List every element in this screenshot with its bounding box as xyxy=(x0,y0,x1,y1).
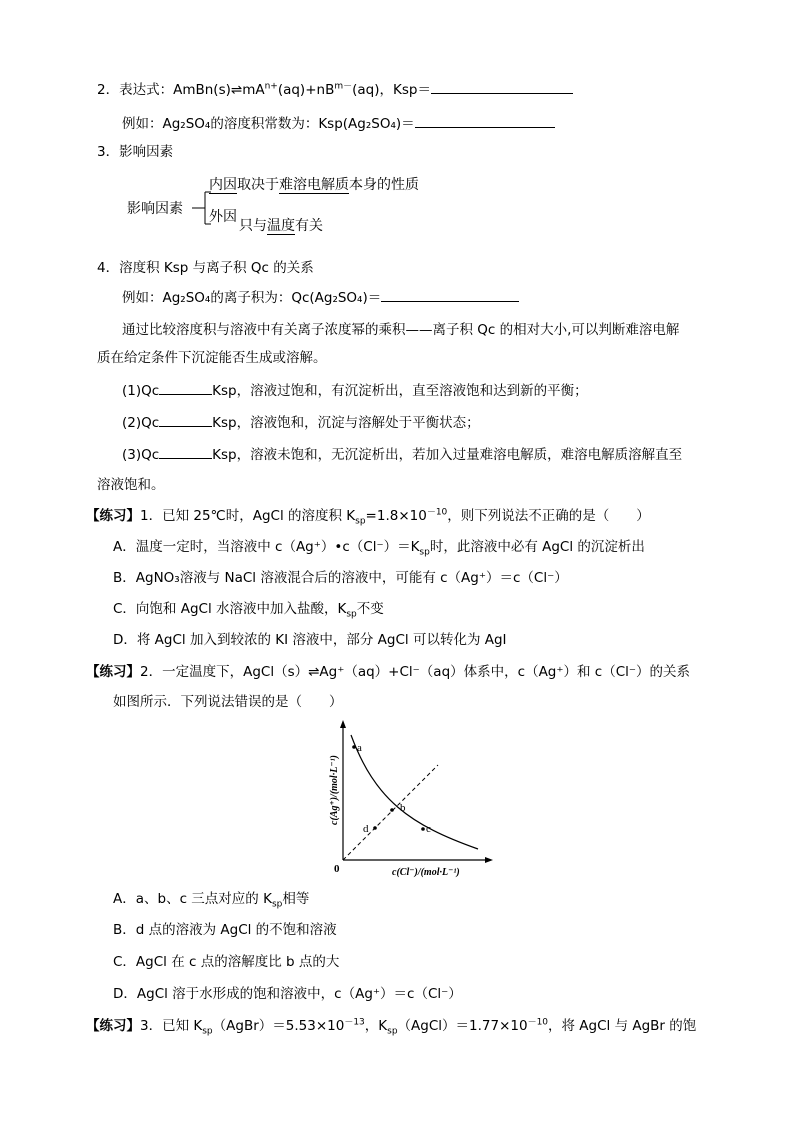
q1-tag: 【练习】 xyxy=(86,508,140,524)
saturation-curve xyxy=(351,735,478,849)
factor-external-desc xyxy=(239,216,323,236)
equilibrium-arrow-icon: ⇌ xyxy=(230,82,243,98)
case2-post: Ksp，溶液饱和，沉淀与溶解处于平衡状态； xyxy=(212,415,480,431)
q3-tail: ，将 AgCl 与 AgBr 的饱 xyxy=(548,1018,697,1034)
s2-formula-b: mA xyxy=(242,82,265,98)
factor-external-post: 有关 xyxy=(295,218,323,234)
q3-sub2: sp xyxy=(387,1026,398,1037)
q1-a-post: 时，此溶液中必有 AgCl 的沉淀析出 xyxy=(429,539,645,555)
q2-option-b[interactable]: B．d 点的溶液为 AgCl 的不饱和溶液 xyxy=(113,922,337,938)
point-a xyxy=(352,745,356,749)
y-axis-label: c(Ag⁺)/(mol·L⁻¹) xyxy=(329,755,340,825)
q1-stem-b: =1.8×10 xyxy=(365,508,427,524)
case2-pre: (2)Qc xyxy=(122,415,160,431)
q2-a-text: A．a、b、c 三点对应的 K xyxy=(113,891,272,907)
x-axis-arrow-icon xyxy=(485,857,493,863)
point-b xyxy=(390,808,394,812)
q2-tag: 【练习】 xyxy=(86,664,140,680)
case3-post: Ksp，溶液未饱和，无沉淀析出，若加入过量难溶电解质，难溶电解质溶解直至 xyxy=(212,447,683,463)
q3-sup1: －13 xyxy=(344,1017,365,1028)
label-d: d xyxy=(363,823,369,835)
q2-option-c[interactable]: C．AgCl 在 c 点的溶解度比 b 点的大 xyxy=(113,954,340,970)
label-b: b xyxy=(400,802,406,814)
s3-number: 3． xyxy=(97,144,120,160)
s2-formula-d: (aq)，Ksp＝ xyxy=(352,82,431,98)
solubility-graph xyxy=(320,715,500,885)
answer-blank[interactable] xyxy=(159,412,212,427)
case1-pre: (1)Qc xyxy=(122,383,160,399)
point-c xyxy=(421,827,425,831)
s4-heading xyxy=(97,258,314,278)
q3-tag: 【练习】 xyxy=(86,1018,140,1034)
s4-case3-cont: 溶液饱和。 xyxy=(97,477,165,493)
q1-stem-sup: －10 xyxy=(426,507,448,518)
s4-case2 xyxy=(122,412,480,433)
s2-formula-c: (aq)+nB xyxy=(277,82,335,98)
s4-number: 4． xyxy=(97,260,120,276)
q2-stem: 2．一定温度下，AgCl（s）⇌Ag⁺（aq）+Cl⁻（aq）体系中，c（Ag⁺）和 c（Cl⁻）的关系 xyxy=(140,664,691,680)
point-d xyxy=(373,826,377,830)
factor-internal-row xyxy=(209,175,419,195)
q2-a-post: 相等 xyxy=(282,891,310,907)
q1-a-sub: sp xyxy=(419,547,430,558)
q1-a-text: A．温度一定时，当溶液中 c（Ag⁺）•c（Cl⁻）＝K xyxy=(113,539,420,555)
s2-expression-line xyxy=(97,79,573,100)
origin-label: 0 xyxy=(334,863,340,875)
q2-option-d[interactable]: D．AgCl 溶于水形成的饱和溶液中，c（Ag⁺）＝c（Cl⁻） xyxy=(113,986,462,1002)
s4-para-line2: 质在给定条件下沉淀能否生成或溶解。 xyxy=(97,350,327,366)
q1-stem-c: ，则下列说法不正确的是（ ） xyxy=(447,508,650,524)
factor-external-key: 温度 xyxy=(267,218,295,234)
y-axis-arrow-icon xyxy=(340,720,346,728)
q1-option-d[interactable]: D．将 AgCl 加入到较浓的 KI 溶液中，部分 AgCl 可以转化为 AgI xyxy=(113,632,507,648)
s2-sup1: n+ xyxy=(264,81,278,92)
q1-stem-line xyxy=(86,506,650,526)
s2-sup2: m－ xyxy=(334,81,353,92)
q2-a-sub: sp xyxy=(271,899,283,910)
answer-blank[interactable] xyxy=(381,287,519,302)
q2-option-a[interactable] xyxy=(113,889,309,909)
case1-post: Ksp，溶液过饱和，有沉淀析出，直至溶液饱和达到新的平衡； xyxy=(212,383,588,399)
answer-blank[interactable] xyxy=(159,444,212,459)
s4-title: 溶度积 Ksp 与离子积 Qc 的关系 xyxy=(119,260,314,276)
q1-option-b[interactable]: B．AgNO₃溶液与 NaCl 溶液混合后的溶液中，可能有 c（Ag⁺）＝c（Cl⁻） xyxy=(113,570,568,586)
equality-line xyxy=(343,765,438,860)
factor-external-label: 外因 xyxy=(209,209,237,225)
q2-stem-line2: 如图所示．下列说法错误的是（ ） xyxy=(113,694,343,710)
x-axis-label: c(Cl⁻)/(mol·L⁻¹) xyxy=(392,867,460,878)
s4-example-line xyxy=(122,287,519,308)
factor-internal-post: 本身的性质 xyxy=(349,177,419,193)
q3-mid1: （AgBr）＝5.53×10 xyxy=(212,1018,345,1034)
s2-formula-a: AmBn(s) xyxy=(173,82,231,98)
s4-para-line1: 通过比较溶度积与溶液中有关离子浓度幂的乘积——离子积 Qc 的相对大小,可以判断难溶电解 xyxy=(122,322,680,338)
s4-case1 xyxy=(122,380,588,401)
answer-blank[interactable] xyxy=(159,380,212,395)
s3-heading xyxy=(97,142,173,162)
answer-blank[interactable] xyxy=(415,113,555,128)
q3-sup2: －10 xyxy=(527,1017,549,1028)
q1-c-sub: sp xyxy=(346,609,357,620)
q1-c-text: C．向饱和 AgCl 水溶液中加入盐酸，K xyxy=(113,601,347,617)
s2-example: 例如：Ag₂SO₄的溶度积常数为：Ksp(Ag₂SO₄)＝ xyxy=(122,116,415,132)
s2-number: 2． xyxy=(97,82,120,98)
label-c: c xyxy=(426,823,431,835)
s4-example: 例如：Ag₂SO₄的离子积为：Qc(Ag₂SO₄)＝ xyxy=(122,290,382,306)
factor-diagram xyxy=(125,172,485,242)
q1-stem: 1．已知 25℃时，AgCl 的溶度积 K xyxy=(140,508,356,524)
s2-example-line xyxy=(122,113,555,134)
factor-external-pre: 只与 xyxy=(239,218,267,234)
q3-sub1: sp xyxy=(202,1026,213,1037)
q1-option-a[interactable] xyxy=(113,537,645,557)
q3-stem-line xyxy=(86,1016,696,1036)
q1-c-post: 不变 xyxy=(356,601,384,617)
factor-external-row xyxy=(209,207,237,227)
factor-root: 影响因素 xyxy=(127,201,183,217)
q3-mid3: （AgCl）＝1.77×10 xyxy=(397,1018,528,1034)
factor-internal-key: 难溶电解质 xyxy=(279,177,349,193)
q1-stem-sub: sp xyxy=(355,516,366,527)
answer-blank[interactable] xyxy=(431,79,573,94)
s3-title: 影响因素 xyxy=(119,144,174,160)
q3-mid2: ，K xyxy=(364,1018,388,1034)
case3-pre: (3)Qc xyxy=(122,447,160,463)
q1-option-c[interactable] xyxy=(113,599,384,619)
label-a: a xyxy=(357,742,362,754)
factor-internal-pre: 取决于 xyxy=(237,177,279,193)
s4-case3 xyxy=(122,444,682,465)
q2-stem-line xyxy=(86,662,690,682)
s2-label: 表达式： xyxy=(119,82,174,98)
q3-stem: 3．已知 K xyxy=(140,1018,203,1034)
factor-internal-label: 内因 xyxy=(209,177,237,193)
